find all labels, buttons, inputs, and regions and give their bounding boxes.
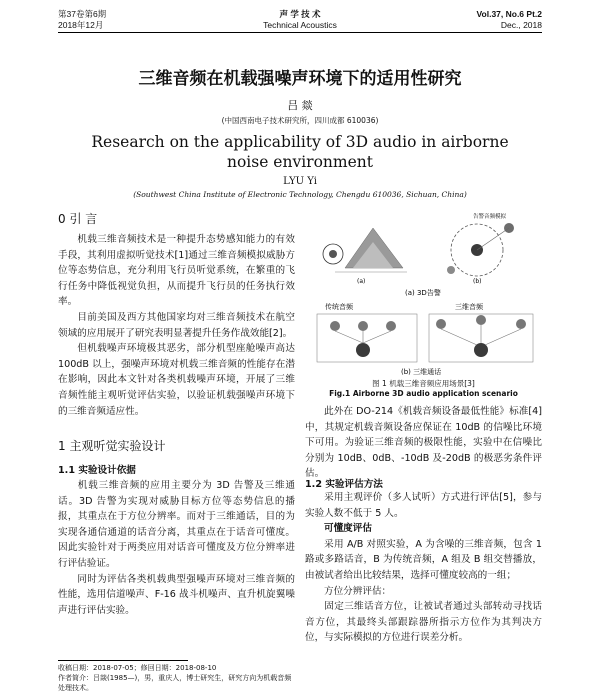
listener-head-icon [356,343,370,357]
page-title-cn: 三维音频在机载强噪声环境下的适用性研究 [138,69,462,89]
header-journal-en: Technical Acoustics [263,20,337,30]
figure-b-right [429,302,533,362]
title-en-line1: Research on the applicability of 3D audio in airborne [91,133,509,151]
affiliation-en: (Southwest China Institute of Electronic Technology, Chengdu 610036, Sichuan, China) [133,190,467,199]
paragraph-text: 同时为评估各类机载典型强噪声环境对三维音频的性能，选用信道噪声、F-16 战斗机噪声、直升机旋翼噪声进行评估实验。 [58,573,295,616]
footnote-author: 作者简介：吕燚(1985—)，男，重庆人，博士研究生，研究方向为机载音频处理技术。 [58,674,292,692]
paragraph-text: 目前美国及西方其他国家均对三维音频技术在航空领域的应用展开了研究表明显著提升任务作战效能[2]。 [58,311,295,339]
paragraph [305,404,542,482]
subheading-text: 方位分辨评估： [324,585,392,597]
section-1-2-heading: 1.2 实验评估方法 [305,479,383,490]
header-rule [58,32,542,33]
figure-sublabel-a: (a) 3D告警 [405,289,441,297]
figure-label-3d: 三维音频 [455,303,483,311]
section-1-2-body [305,490,542,646]
header-volume-cn: 第37卷第6期 [58,9,107,19]
paragraph [305,599,542,646]
figure-label-traditional: 传统音频 [325,303,353,311]
header-journal-cn: 声 学 技 术 [279,9,321,19]
footnote-rule [58,660,188,661]
subheading-direction [305,584,542,600]
section-0-body [58,232,295,419]
section-1-1-body [58,478,295,618]
paragraph [58,232,295,310]
figure-sublabel-b-small: (b) [473,278,482,285]
subheading-text: 可懂度评估 [324,523,372,535]
footnotes [58,663,295,693]
author-cn: 吕 燚 [287,99,313,112]
listener-head-icon [474,343,488,357]
author-en: LYU Yi [283,176,317,187]
paragraph-text: 但机载噪声环境极其恶劣，部分机型座舱噪声高达 100dB 以上，强噪声环境对机载三维音频的性能存在潜在影响，因此本文针对各类机载噪声环境，开展了三维音频性能主观听觉评估实验，以验证机载强噪声环境下的三维音频适应性。 [58,343,295,417]
figure-sublabel-a-small: (a) [357,278,366,285]
figure-a-right [447,212,514,285]
sound-source-icon [447,266,455,274]
paragraph [58,341,295,419]
figure-1 [305,208,542,398]
figure-caption-en: Fig.1 Airborne 3D audio application scenario [329,389,518,398]
affiliation-cn: (中国西南电子技术研究所，四川成都 610036) [221,116,379,125]
paragraph-text: 机载三维音频的应用主要分为 3D 告警及三维通话。3D 告警为实现对威胁目标方位等态势信息的播报，其重点在于方位分辨率。而对于三维通话，目的为实现各通信通道的话音分离，其重点在于话音可懂度。因此实验针对于两类应用对话音可懂度及方位分辨率进行评估验证。 [58,480,295,569]
section-0-heading: 0 引 言 [58,212,98,226]
header-date-en: Dec., 2018 [500,20,542,30]
figure-a-left [323,228,407,285]
paragraph-text: 此外在 DO-214《机载音频设备最低性能》标准[4]中，其规定机载音频设备应保证在 10dB 的信噪比环境下可用。为验证三维音频的极限性能，实验中在信噪比分别为 10dB、0dB、-10dB 及-20dB 的极恶劣条件评估。 [305,406,542,480]
header-volume-en: Vol.37, No.6 Pt.2 [476,9,542,19]
section-1-heading: 1 主观听觉实验设计 [58,439,166,453]
paragraph [305,490,542,521]
paragraph-text: 采用主观评价（多人试听）方式进行评估[5]，参与实验人数不低于 5 人。 [305,492,542,519]
figure-sublabel-b: (b) 三维通话 [401,368,442,376]
header-date-cn: 2018年12月 [58,20,104,30]
paragraph [58,572,295,619]
section-1-1-heading: 1.1 实验设计依据 [58,465,136,476]
paragraph [305,537,542,584]
footnote-received: 收稿日期：2018-07-05；修回日期：2018-08-10 [58,664,217,672]
figure-label-top-right: 告警音频模拟 [473,214,507,220]
figure-caption-cn: 图 1 机载三维音频应用场景[3] [372,379,475,388]
figure-b-left [317,302,417,362]
head-icon [329,250,337,258]
paragraph [58,478,295,572]
paragraph-text: 机载三维音频技术是一种提升态势感知能力的有效手段，其利用虚拟听觉技术[1]通过三维音频模拟威胁方位等态势信息，充分利用飞行员听觉系统，在繁重的飞行任务中降低视觉负担，从而提升飞行员的任务执行效率。 [58,234,295,308]
paragraph-text: 采用 A/B 对照实验，A 为含噪的三维音频，包含 1 路或多路话音，B 为传统音频，A 组及 B 组交替播放，由被试者给出比较结果，选择可懂度较高的一组； [305,538,542,581]
right-column-body [305,404,542,482]
title-en-line2: noise environment [226,153,373,171]
paragraph-text: 固定三维话音方位，让被试者通过头部转动寻找话音方位，其最终头部跟踪器所指示方位作为其判决方位，与实际模拟的方位进行误差分析。 [305,601,542,644]
paragraph [58,310,295,341]
subheading-intelligibility [305,521,542,537]
